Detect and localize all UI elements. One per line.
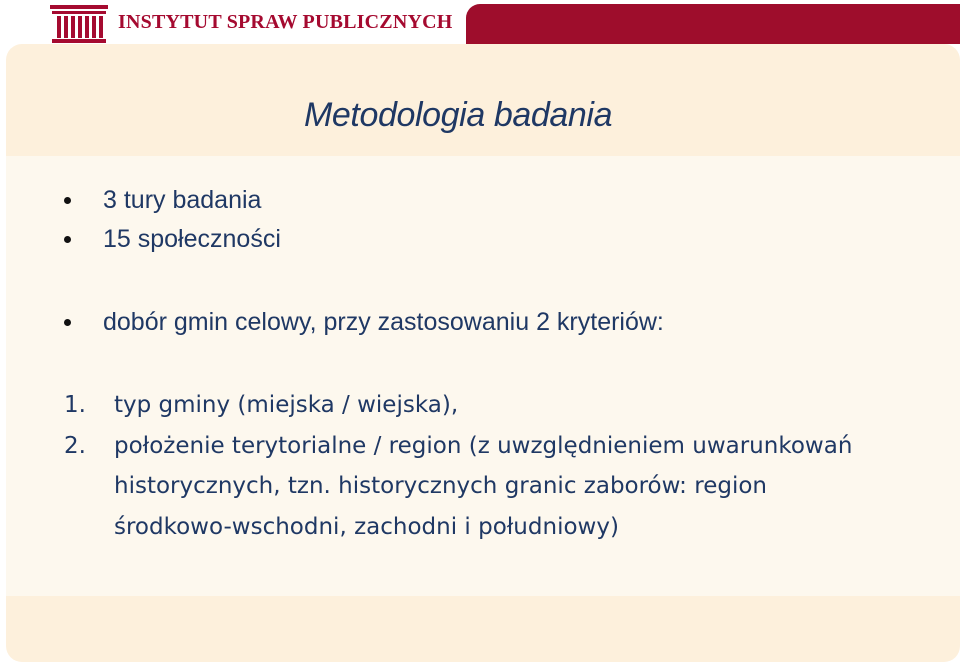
- item-number: 2.: [64, 432, 86, 459]
- numbered-item: [64, 426, 874, 548]
- bullet-text: 3 tury badania: [103, 186, 262, 214]
- bullet-item: [64, 186, 261, 215]
- numbered-item: [64, 385, 874, 426]
- numbered-list: [64, 385, 874, 547]
- item-text: typ gminy (miejska / wiejska),: [114, 392, 459, 418]
- bullet-icon: [64, 197, 71, 204]
- bullet-item: [64, 225, 281, 254]
- bullet-item: [64, 308, 664, 337]
- bullet-text: dobór gmin celowy, przy zastosowaniu 2 kryteriów:: [103, 308, 664, 336]
- bullet-icon: [64, 236, 71, 243]
- bullet-icon: [64, 319, 71, 326]
- item-text: położenie terytorialne / region (z uwzględnieniem uwarunkowań historycznych, tzn. historycznych granic zaborów: region środkowo-wschodni, zachodni i południowy): [114, 432, 853, 540]
- bullet-text: 15 społeczności: [103, 225, 281, 253]
- slide-title: Metodologia badania: [304, 96, 613, 134]
- item-number: 1.: [64, 392, 86, 418]
- organization-name: INSTYTUT SPRAW PUBLICZNYCH: [118, 11, 453, 33]
